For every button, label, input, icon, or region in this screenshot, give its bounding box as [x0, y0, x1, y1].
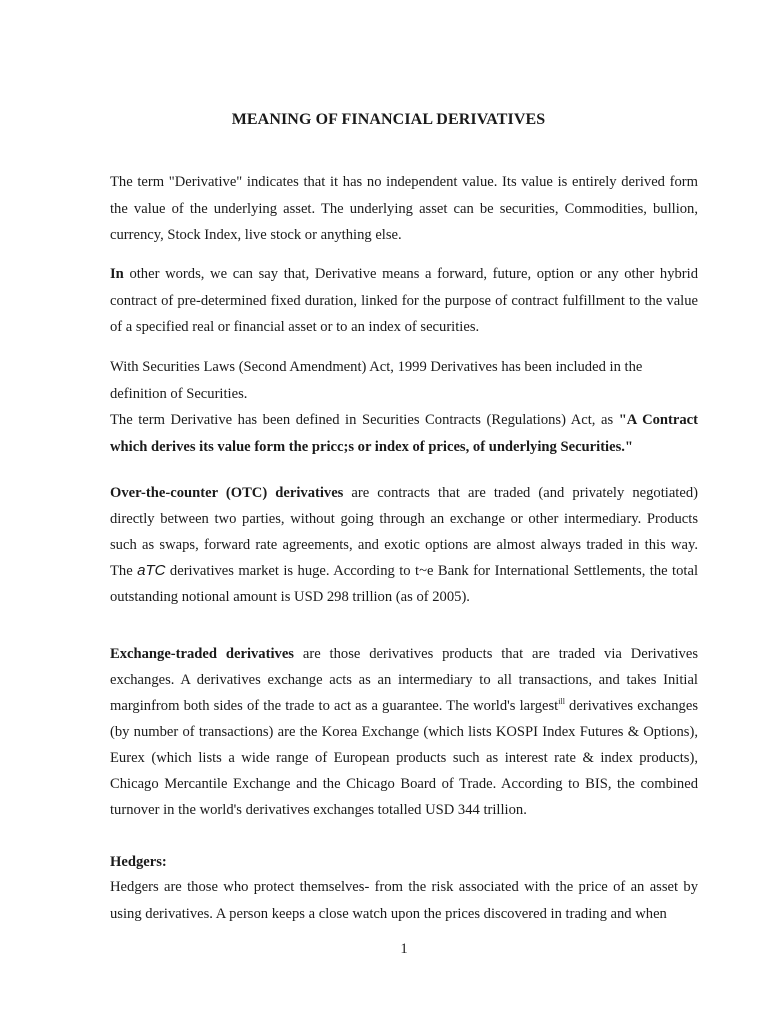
paragraph-text: are contracts that are traded (and privately negotiated) directly between two parties, without going through an exchange or other intermediary. Products such as swaps, forward rate agreements, and exotic options are almost always traded in this way. The	[110, 485, 698, 579]
paragraph-text: derivatives market is huge. According to t~e Bank for International Settlements, the total outstanding notional amount is USD 298 trillion (as of 2005).	[110, 563, 698, 605]
paragraph-securities-laws: With Securities Laws (Second Amendment) Act, 1999 Derivatives has been included in the definition of Securities.	[110, 359, 643, 402]
paragraph-text: derivatives exchanges (by number of transactions) are the Korea Exchange (which lists KOSPI Index Futures & Options), Eurex (which lists a wide range of European products such as interest rate & index products), Chicago Mercantile Exchange and the Chicago Board of Trade. According to BIS, the combined turnover in the world's derivatives exchanges totalled USD 344 trillion.	[110, 698, 698, 818]
hedgers-heading: Hedgers:	[110, 854, 167, 870]
paragraph-text: are those derivatives products that are traded via Derivatives exchanges. A derivatives exchange acts as an intermediary to all transactions, and takes Initial marginfrom both sides of the trade to act as a guarantee. The world's largest	[110, 646, 698, 714]
paragraph-lead: Exchange-traded derivatives	[110, 646, 294, 662]
paragraph-exchange-traded	[110, 641, 698, 823]
page-title: MEANING OF FINANCIAL DERIVATIVES	[231, 111, 546, 128]
paragraph-securities-contracts	[110, 407, 698, 460]
otc-abbreviation: aTC	[137, 562, 166, 579]
paragraph-text: other words, we can say that, Derivative means a forward, future, option or any other hybrid contract of pre-determined fixed duration, linked for the purpose of contract fulfillment to the value of a specified real or financial asset or to an index of securities.	[110, 266, 698, 335]
page-number: 1	[400, 941, 408, 957]
footnote-marker: ill	[558, 697, 565, 707]
paragraph-otc-derivatives	[110, 480, 698, 610]
paragraph-lead: In	[110, 266, 124, 282]
quoted-definition: "A Contract which derives its value form the pricc;s or index of prices, of underlying Securities."	[110, 412, 698, 455]
paragraph-lead: Over-the-counter (OTC) derivatives	[110, 485, 344, 501]
paragraph-other-words	[110, 261, 698, 341]
paragraph-hedgers: Hedgers are those who protect themselves- from the risk associated with the price of an asset by using derivatives. A person keeps a close watch upon the prices discovered in trading and when	[110, 879, 698, 922]
paragraph-text: The term Derivative has been defined in Securities Contracts (Regulations) Act, as	[110, 412, 619, 428]
paragraph-derivative-definition: The term "Derivative" indicates that it has no independent value. Its value is entirely derived form the value of the underlying asset. The underlying asset can be securities, Commodities, bullion, currency, Stock Index, live stock or anything else.	[110, 174, 698, 243]
